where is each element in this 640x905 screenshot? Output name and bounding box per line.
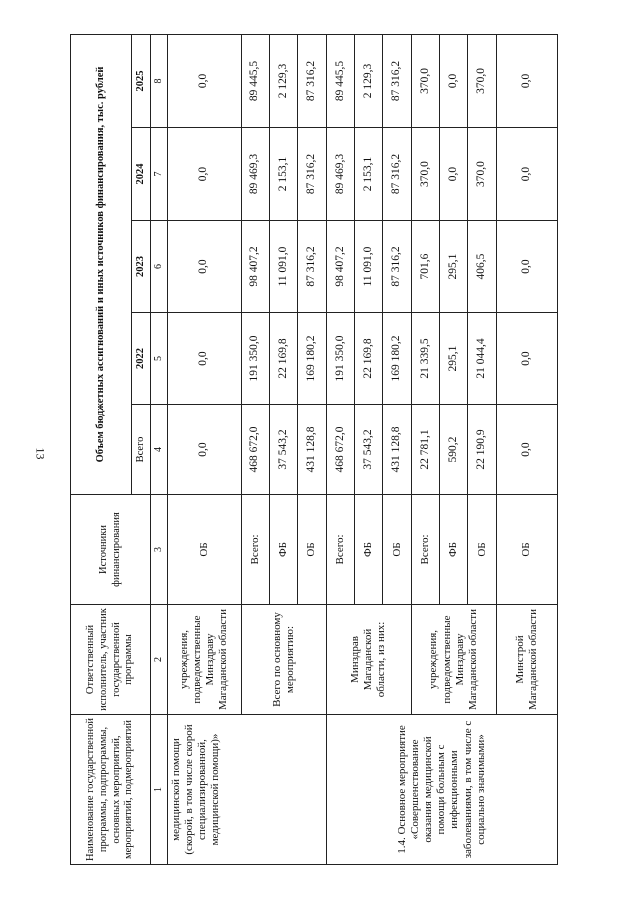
header-source: Источники финансирования bbox=[71, 495, 151, 605]
header-name: Наименование государственной программы, подпрограммы, основных мероприятий, мероприятий, подмероприятий bbox=[71, 715, 151, 865]
value-cell: 0,0 bbox=[496, 128, 557, 221]
value-cell: 0,0 bbox=[167, 221, 241, 313]
index-row bbox=[151, 34, 167, 864]
value-cell: 87 316,2 bbox=[383, 34, 411, 127]
value-cell: 21 044,4 bbox=[468, 313, 496, 405]
header-executor: Ответственный исполнитель, участник государственной программы bbox=[71, 605, 151, 715]
value-cell: 191 350,0 bbox=[326, 313, 354, 405]
index-cell: 7 bbox=[151, 128, 167, 221]
value-cell: 22 169,8 bbox=[355, 313, 383, 405]
value-cell: 370,0 bbox=[468, 128, 496, 221]
value-cell: 2 129,3 bbox=[270, 34, 298, 127]
index-cell: 8 bbox=[151, 34, 167, 127]
value-cell: 98 407,2 bbox=[326, 221, 354, 313]
source-cell: ОБ bbox=[298, 495, 326, 605]
institutions-executor: учреждения, подведомственные Минздраву Магаданской области bbox=[411, 605, 496, 715]
index-cell: 5 bbox=[151, 313, 167, 405]
header-volume: Объем бюджетных ассигнований и иных источников финансирования, тыс. рублей bbox=[71, 34, 132, 494]
value-cell: 370,0 bbox=[411, 128, 439, 221]
section-a-name: медицинской помощи (скорой, в том числе скорой специализированной, медицинской помощи)» bbox=[167, 715, 326, 865]
totals-executor: Всего по основному мероприятию: bbox=[241, 605, 326, 715]
page-number: 13 bbox=[33, 447, 48, 460]
value-cell: 295,1 bbox=[440, 313, 468, 405]
year-2023: 2023 bbox=[132, 221, 151, 313]
value-cell: 0,0 bbox=[496, 34, 557, 127]
section-a-source: ОБ bbox=[167, 495, 241, 605]
value-cell: 87 316,2 bbox=[298, 34, 326, 127]
year-2024: 2024 bbox=[132, 128, 151, 221]
source-cell: ОБ bbox=[383, 495, 411, 605]
value-cell: 431 128,8 bbox=[298, 405, 326, 495]
year-2022: 2022 bbox=[132, 313, 151, 405]
source-cell: ОБ bbox=[468, 495, 496, 605]
financing-table bbox=[70, 34, 558, 865]
value-cell: 169 180,2 bbox=[298, 313, 326, 405]
value-cell: 87 316,2 bbox=[383, 128, 411, 221]
value-cell: 22 190,9 bbox=[468, 405, 496, 495]
value-cell: 87 316,2 bbox=[298, 128, 326, 221]
value-cell: 701,6 bbox=[411, 221, 439, 313]
header-row bbox=[71, 34, 132, 864]
section-b-name: 1.4. Основное мероприятие «Совершенствование оказания медицинской помощи больным с инфекционными заболеваниями, в том числе с социально значимыми» bbox=[326, 715, 557, 865]
value-cell: 0,0 bbox=[167, 34, 241, 127]
rotated-table-container bbox=[70, 35, 558, 865]
value-cell: 0,0 bbox=[440, 128, 468, 221]
value-cell: 22 169,8 bbox=[270, 313, 298, 405]
index-cell: 6 bbox=[151, 221, 167, 313]
value-cell: 0,0 bbox=[496, 405, 557, 495]
source-cell: Всего: bbox=[326, 495, 354, 605]
value-cell: 0,0 bbox=[167, 128, 241, 221]
value-cell: 37 543,2 bbox=[270, 405, 298, 495]
value-cell: 468 672,0 bbox=[326, 405, 354, 495]
value-cell: 468 672,0 bbox=[241, 405, 269, 495]
value-cell: 0,0 bbox=[496, 221, 557, 313]
source-cell: ФБ bbox=[270, 495, 298, 605]
year-2025: 2025 bbox=[132, 34, 151, 127]
value-cell: 0,0 bbox=[167, 313, 241, 405]
value-cell: 431 128,8 bbox=[383, 405, 411, 495]
index-cell: 2 bbox=[151, 605, 167, 715]
value-cell: 0,0 bbox=[167, 405, 241, 495]
value-cell: 169 180,2 bbox=[383, 313, 411, 405]
value-cell: 89 469,3 bbox=[241, 128, 269, 221]
value-cell: 2 153,1 bbox=[355, 128, 383, 221]
value-cell: 21 339,5 bbox=[411, 313, 439, 405]
value-cell: 87 316,2 bbox=[298, 221, 326, 313]
index-cell: 1 bbox=[151, 715, 167, 865]
year-total: Всего bbox=[132, 405, 151, 495]
value-cell: 89 445,5 bbox=[326, 34, 354, 127]
value-cell: 370,0 bbox=[468, 34, 496, 127]
value-cell: 2 129,3 bbox=[355, 34, 383, 127]
value-cell: 11 091,0 bbox=[270, 221, 298, 313]
value-cell: 0,0 bbox=[440, 34, 468, 127]
value-cell: 37 543,2 bbox=[355, 405, 383, 495]
table-row bbox=[326, 34, 354, 864]
value-cell: 2 153,1 bbox=[270, 128, 298, 221]
value-cell: 590,2 bbox=[440, 405, 468, 495]
source-cell: Всего: bbox=[411, 495, 439, 605]
value-cell: 0,0 bbox=[496, 313, 557, 405]
value-cell: 406,5 bbox=[468, 221, 496, 313]
value-cell: 89 445,5 bbox=[241, 34, 269, 127]
index-cell: 3 bbox=[151, 495, 167, 605]
minzdrav-executor: Минздрав Магаданской области, из них: bbox=[326, 605, 411, 715]
source-cell: ФБ bbox=[355, 495, 383, 605]
section-a-executor: учреждения, подведомственные Минздраву Магаданской области bbox=[167, 605, 241, 715]
index-cell: 4 bbox=[151, 405, 167, 495]
value-cell: 89 469,3 bbox=[326, 128, 354, 221]
value-cell: 191 350,0 bbox=[241, 313, 269, 405]
value-cell: 370,0 bbox=[411, 34, 439, 127]
source-cell: ОБ bbox=[496, 495, 557, 605]
value-cell: 295,1 bbox=[440, 221, 468, 313]
source-cell: Всего: bbox=[241, 495, 269, 605]
source-cell: ФБ bbox=[440, 495, 468, 605]
minstroy-executor: Минстрой Магаданской области bbox=[496, 605, 557, 715]
value-cell: 87 316,2 bbox=[383, 221, 411, 313]
table-row bbox=[167, 34, 241, 864]
value-cell: 98 407,2 bbox=[241, 221, 269, 313]
value-cell: 11 091,0 bbox=[355, 221, 383, 313]
value-cell: 22 781,1 bbox=[411, 405, 439, 495]
